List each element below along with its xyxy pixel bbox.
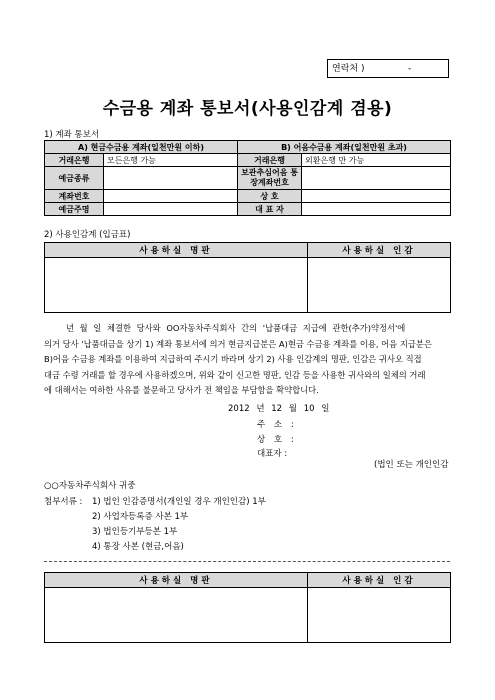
- date-month: 12: [271, 404, 283, 414]
- representative-value[interactable]: [302, 203, 451, 216]
- account-table: [44, 140, 451, 216]
- date-line: [228, 402, 329, 414]
- nameplate-box[interactable]: [45, 588, 308, 643]
- ceo-label: 대표자 :: [257, 449, 288, 459]
- address-label: 주 소 :: [257, 420, 294, 430]
- seal-table: [44, 242, 451, 313]
- document-title: 수금용 계좌 통보서(사용인감계 겸용): [102, 99, 393, 119]
- seal-header: 사용하실 인감: [308, 243, 451, 258]
- company-name-label: 상 호: [238, 190, 302, 203]
- account-header-bill: B) 어음수금용 계좌(일천만원 초과): [238, 141, 451, 154]
- account-holder-label: 예금주명: [45, 203, 104, 216]
- date-month-unit: 월: [288, 404, 298, 414]
- body-line: 의거 당사 '납품대금을 상기 1) 계좌 통보서에 의거 현금지급분은 A)현금 수금용 계좌를 이용, 어음 지급분은: [44, 338, 432, 349]
- bank-value-b[interactable]: 외환은행 만 가능: [302, 154, 451, 167]
- seal-box[interactable]: [308, 588, 451, 643]
- nameplate-box[interactable]: [45, 258, 308, 313]
- seal-note: (법인 또는 개인인감: [374, 460, 449, 470]
- bank-label-b: 거래은행: [238, 154, 302, 167]
- date-day-unit: 일: [321, 404, 330, 414]
- contact-dash: -: [408, 64, 412, 74]
- attachment-item: 1) 법인 인감증명서(개인일 경우 개인인감) 1부: [92, 497, 266, 507]
- section-1-label: 1) 계좌 통보서: [44, 130, 100, 140]
- account-holder-value[interactable]: [104, 203, 238, 216]
- account-number-label: 계좌번호: [45, 190, 104, 203]
- bank-label-a: 거래은행: [45, 154, 104, 167]
- body-line: 년 월 일 체결한 당사와 OO자동차주식회사 간의 '납품대금 지급에 관한(추가)약정서'에: [66, 323, 406, 333]
- body-line: 에 대해서는 여하한 사유를 불문하고 당사가 전 책임을 부담함을 확약합니다.: [44, 385, 319, 395]
- attachment-item: 3) 법인등기부등본 1부: [92, 527, 178, 537]
- deposit-type-label: 예금종류: [45, 167, 104, 190]
- account-header-cash: A) 현금수금용 계좌(일천만원 이하): [45, 141, 238, 154]
- cut-line: [44, 561, 450, 562]
- representative-label: 대 표 자: [238, 203, 302, 216]
- date-year-unit: 년: [256, 404, 265, 414]
- bill-account-number-value[interactable]: [302, 167, 451, 190]
- section-2-label: 2) 사용인감계 (입금표): [44, 230, 131, 240]
- body-line: 대금 수령 거래를 할 경우에 사용하겠으며, 위와 같이 신고한 명판, 인감 등을 사용한 귀사와의 일체의 거래: [44, 369, 426, 380]
- attachment-item: 2) 사업자등록증 사본 1부: [92, 512, 189, 522]
- deposit-type-value[interactable]: [104, 167, 238, 190]
- account-number-value[interactable]: [104, 190, 238, 203]
- attachment-item: 4) 통장 사본 (현금,어음): [92, 542, 184, 552]
- date-year: 2012: [228, 404, 250, 414]
- bill-account-number-label: 보관추심어음 통장계좌번호: [238, 167, 302, 190]
- nameplate-header: 사용하실 명판: [45, 573, 308, 588]
- recipient: ○○자동차주식회사 귀중: [44, 481, 136, 491]
- contact-label: 연락처 ): [332, 64, 365, 74]
- company-name-value[interactable]: [302, 190, 451, 203]
- seal-table-receipt: [44, 572, 451, 643]
- date-day: 10: [303, 404, 315, 414]
- agreement-paragraph: [44, 321, 454, 399]
- contact-box: [327, 59, 449, 78]
- nameplate-header: 사용하실 명판: [45, 243, 308, 258]
- company-label: 상 호 :: [257, 435, 294, 445]
- body-line: B)어음 수금용 계좌를 이용하여 지급하여 주시기 바라며 상기 2) 사용 인감계의 명판, 인감은 귀사오 직접: [44, 354, 422, 364]
- seal-header: 사용하실 인감: [308, 573, 451, 588]
- seal-box[interactable]: [308, 258, 451, 313]
- attachments-label: 첨부서류 :: [44, 497, 83, 507]
- bank-value-a[interactable]: 모든은행 가능: [104, 154, 238, 167]
